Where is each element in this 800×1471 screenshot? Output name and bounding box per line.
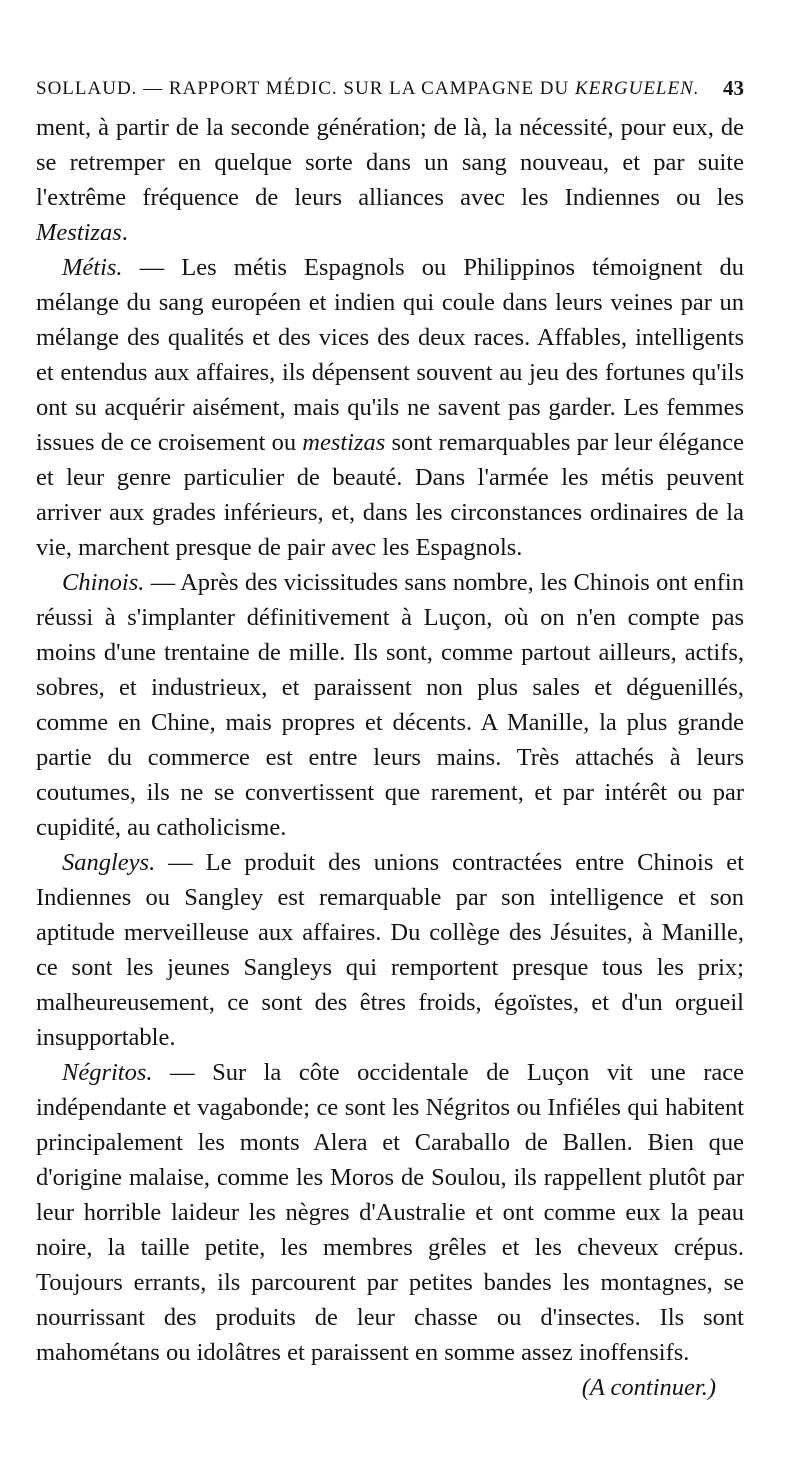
paragraph-text: — Le produit des unions contractées entre Chinois et Indiennes ou Sangley est remarquable par son intelligence et son aptitude merveilleuse aux affaires. Du collège des Jésuites, à Manille, ce sont les jeunes Sangleys qui remportent presque tous les prix; malheureusement, ce sont des êtres froids, égoïstes, et d'un orgueil insupportable. <box>36 849 744 1051</box>
paragraph-text: — Après des vicissitudes sans nombre, les Chinois ont enfin réussi à s'implanter définitivement à Luçon, où on n'en compte pas moins d'une trentaine de mille. Ils sont, comme partout ailleurs, actifs, sobres, et industrieux, et paraissent non plus sales et déguenillés, comme en Chine, mais propres et décents. A Manille, la plus grande partie du commerce est entre leurs mains. Très attachés à leurs coutumes, ils ne se convertissent que rarement, et par intérêt ou par cupidité, au catholicisme. <box>36 569 744 841</box>
running-title-main: RAPPORT MÉDIC. SUR LA CAMPAGNE DU <box>168 78 575 99</box>
italic-term: Mestizas <box>36 219 122 246</box>
paragraph-sangleys <box>36 845 744 1055</box>
document-page <box>36 70 744 1405</box>
section-lead-chinois: Chinois. <box>62 569 145 596</box>
paragraph-chinois <box>36 565 744 845</box>
paragraph-text: — Les métis Espagnols ou Philippinos témoignent du mélange du sang européen et indien qui coule dans leurs veines par un mélange des qualités et des vices des deux races. Affables, intelligents et entendus aux affaires, ils dépensent souvent au jeu des fortunes qu'ils ont su acquérir aisément, mais qu'ils ne savent pas garder. Les femmes issues de ce croisement ou <box>36 254 744 456</box>
paragraph-text: — Sur la côte occidentale de Luçon vit une race indépendante et vagabonde; ce sont les Négritos ou Infiéles qui habitent principalement les monts Alera et Caraballo de Ballen. Bien que d'origine malaise, comme les Moros de Soulou, ils rappellent plutôt par leur horrible laideur les nègres d'Australie et ont comme eux la peau noire, la taille petite, les membres grêles et les cheveux crépus. Toujours errants, ils parcourent par petites bandes les montagnes, se nourrissant des produits de leur chasse ou d'insectes. Ils sont mahométans ou idolâtres et paraissent en somme assez inoffensifs. <box>36 1059 744 1366</box>
paragraph-end: . <box>121 219 128 246</box>
section-lead-negritos: Négritos. <box>62 1059 153 1086</box>
page-number: 43 <box>723 76 744 100</box>
paragraph-continuation <box>36 110 744 250</box>
paragraph-text: sont remarquables par leur élégance et leur genre particulier de beauté. Dans l'armée les métis peuvent arriver aux grades inférieurs, et, dans les circonstances ordinaires de la vie, marchent presque de pair avec les Espagnols. <box>36 429 744 561</box>
continuation-note: (A continuer.) <box>581 1374 716 1401</box>
section-lead-sangleys: Sangleys. <box>62 849 156 876</box>
italic-term: mestizas <box>302 429 386 456</box>
running-title-separator: — <box>137 78 169 99</box>
running-title-author: SOLLAUD. <box>36 78 138 99</box>
body-text <box>36 110 744 1370</box>
paragraph-negritos <box>36 1055 744 1370</box>
paragraph-metis <box>36 250 744 565</box>
section-lead-metis: Métis. <box>62 254 123 281</box>
running-title-ship: KERGUELEN. <box>575 78 700 99</box>
paragraph-text: ment, à partir de la seconde génération; de là, la nécessité, pour eux, de se retremper en quelque sorte dans un sang nouveau, et par suite l'extrême fréquence de leurs alliances avec les Indiennes ou les <box>36 114 744 211</box>
running-header <box>36 70 744 110</box>
running-title <box>36 78 700 100</box>
